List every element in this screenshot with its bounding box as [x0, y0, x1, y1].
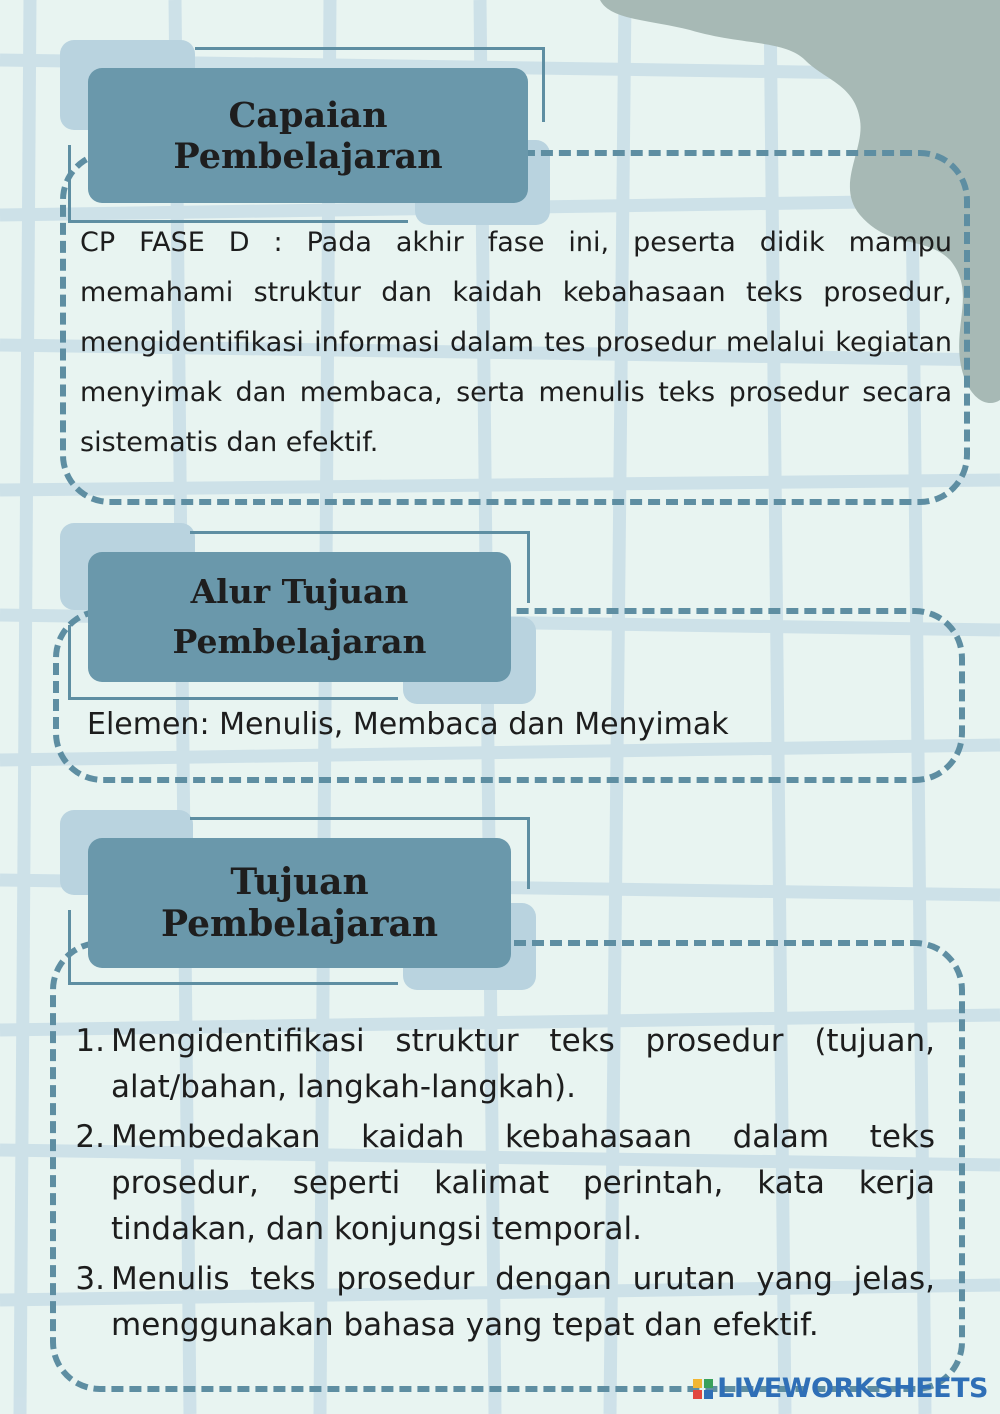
frame-line — [527, 531, 530, 603]
list-item — [75, 1114, 935, 1252]
frame-line — [195, 47, 545, 50]
list-item — [75, 1018, 935, 1110]
alur-body-text: Elemen: Menulis, Membaca dan Menyimak — [87, 707, 729, 742]
list-item — [75, 1256, 935, 1348]
list-item-number: 3. — [75, 1261, 105, 1297]
capaian-header — [88, 68, 528, 203]
list-item-text: Mengidentifikasi struktur teks prosedur (tujuan, alat/bahan, langkah-langkah). — [111, 1023, 935, 1105]
alur-header — [88, 552, 511, 682]
alur-title-line1: Alur Tujuan — [190, 572, 409, 611]
frame-line — [542, 47, 545, 122]
list-item-number: 2. — [75, 1119, 105, 1155]
tujuan-header — [88, 838, 511, 968]
capaian-body-text: CP FASE D : Pada akhir fase ini, peserta didik mampu memahami struktur dan kaidah kebahasaan teks prosedur, mengidentifikasi informasi dalam tes prosedur melalui kegiatan menyimak dan membaca, serta menulis teks prosedur secara sistematis dan efektif. — [80, 227, 952, 458]
alur-title-line2: Pembelajaran — [172, 622, 427, 661]
frame-line — [190, 531, 530, 534]
liveworksheets-logo-icon — [693, 1379, 713, 1399]
frame-line — [527, 817, 530, 889]
frame-line — [190, 817, 530, 820]
tujuan-goal-list — [75, 1018, 935, 1352]
liveworksheets-watermark — [693, 1373, 988, 1404]
tujuan-title: Tujuan Pembelajaran — [161, 861, 438, 945]
list-item-text: Membedakan kaidah kebahasaan dalam teks prosedur, seperti kalimat perintah, kata kerja tindakan, dan konjungsi temporal. — [111, 1119, 935, 1247]
watermark-text: LIVEWORKSHEETS — [717, 1373, 988, 1404]
capaian-title: Capaian Pembelajaran — [173, 94, 443, 177]
list-item-text: Menulis teks prosedur dengan urutan yang jelas, menggunakan bahasa yang tepat dan efektif. — [111, 1261, 935, 1343]
list-item-number: 1. — [75, 1023, 105, 1059]
